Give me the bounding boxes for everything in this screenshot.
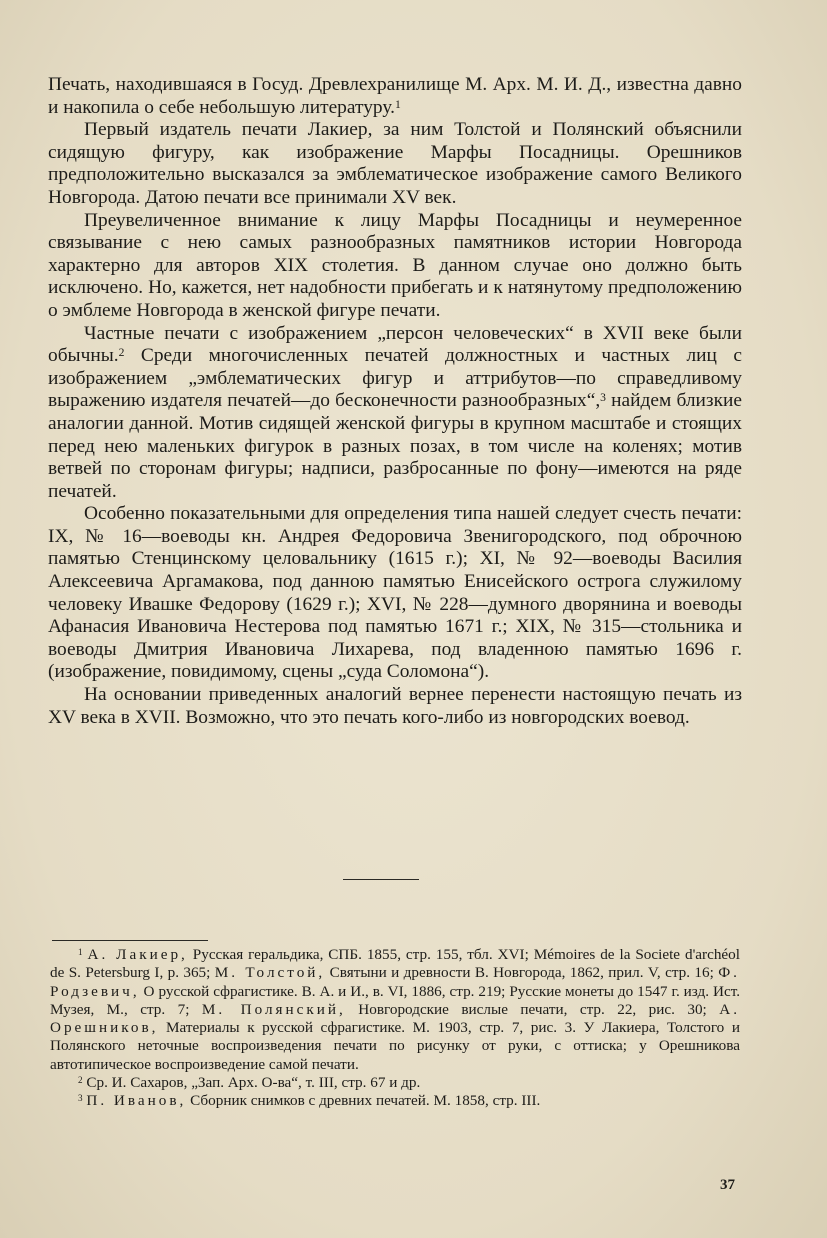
main-text [48, 74, 742, 729]
footnote-ref-1: 1 [394, 97, 401, 111]
page-number: 37 [720, 1177, 735, 1193]
paragraph-5: Особенно показательными для определения типа нашей следует счесть печати: IX, № 16—воеводы кн. Андрея Федоровича Звенигородского, под оброчною памятью Стенцинскому целовальнику (1615 г.); XI, № 92—воеводы Василия Алексеевича Аргамакова, под данною памятью Енисейского острога служилому человеку Ивашке Федорову (1629 г.); XVI, № 228—думного дворянина и воеводы Афанасия Ивановича Нестерова под памятью 1671 г.; XIX, № 315—стольника и воеводы Дмитрия Ивановича Лихарева, под владенною памятью 1696 г. (изображение, повидимому, сцены „суда Соломона“). [48, 503, 742, 683]
footnote-separator [52, 940, 208, 941]
footnote-2: $^2$ Ср. И. Сахаров, „Зап. Арх. О-ва“, т. III, стр. 67 и др. [78, 1074, 421, 1092]
footnote-3: $^3$ П. Иванов, Сборник снимков с древних печатей. М. 1858, стр. III. [78, 1092, 541, 1110]
footnote-1: $^1$ А. Лакиер, Русская геральдика, СПБ. 1855, стр. 155, тбл. XVI; Mémoires de la Societe d'archéol de S. Petersburg I, p. 365; М. Толстой, Святыни и древности В. Новгорода, 1862, прил. V, стр. 16; Ф. Родзевич, О русской сфрагистике. В. А. и И., в. VI, 1886, стр. 219; Русские монеты до 1547 г. изд. Ист. Музея, М., стр. 7; М. Полянский, Новгородские вислые печати, стр. 22, рис. 30; А. Орешников, Материалы к русской сфрагистике. М. 1903, стр. 7, рис. 3. У Лакиера, Толстого и Полянского неточные воспроизведения печати по рисунку от руки, с оттиска; у Орешникова автотипическое воспроизведение самой печати. [50, 946, 740, 1073]
footnote-ref-3: 3 [600, 391, 606, 405]
paragraph-3: Преувеличенное внимание к лицу Марфы Посадницы и неумеренное связывание с нею самых разнообразных памятников истории Новгорода характерно для авторов XIX столетия. В данном случае оно должно быть исключено. Но, кажется, нет надобности прибегать и к натянутому предположению о эмблеме Новгорода в женской фигуре печати. [48, 209, 742, 321]
footnote-ref-2: 2 [118, 345, 125, 359]
paragraph-4: Частные печати с изображением „персон человеческих“ в XVII веке были обычны.$^2$ Среди многочисленных печатей должностных и частных лиц с изображением „эмблематических фигур и аттрибутов—по справедливому выражению издателя печатей—до бесконечности разнообразных“,$^3$ найдем близкие аналогии данной. Мотив сидящей женской фигуры в крупном масштабе и стоящих перед нею маленьких фигурок в разных позах, в том числе на коленях; мотив ветвей по сторонам фигуры; надписи, разбросанные по фону—имеются на ряде печатей. [48, 322, 742, 502]
footnotes [50, 946, 740, 1111]
paragraph-1: Печать, находившаяся в Госуд. Древлехранилище М. Арх. М. И. Д., известна давно и накопила о себе небольшую литературу.$^1$ [48, 74, 742, 118]
section-end-rule [343, 879, 419, 880]
paragraph-6: На основании приведенных аналогий вернее перенести настоящую печать из XV века в XVII. Возможно, что это печать кого-либо из новгородских воевод. [48, 684, 742, 728]
paragraph-2: Первый издатель печати Лакиер, за ним Толстой и Полянский объяснили сидящую фигуру, как изображение Марфы Посадницы. Орешников предположительно высказался за эмблематическое изображение самого Великого Новгорода. Датою печати все принимали XV век. [48, 119, 742, 208]
